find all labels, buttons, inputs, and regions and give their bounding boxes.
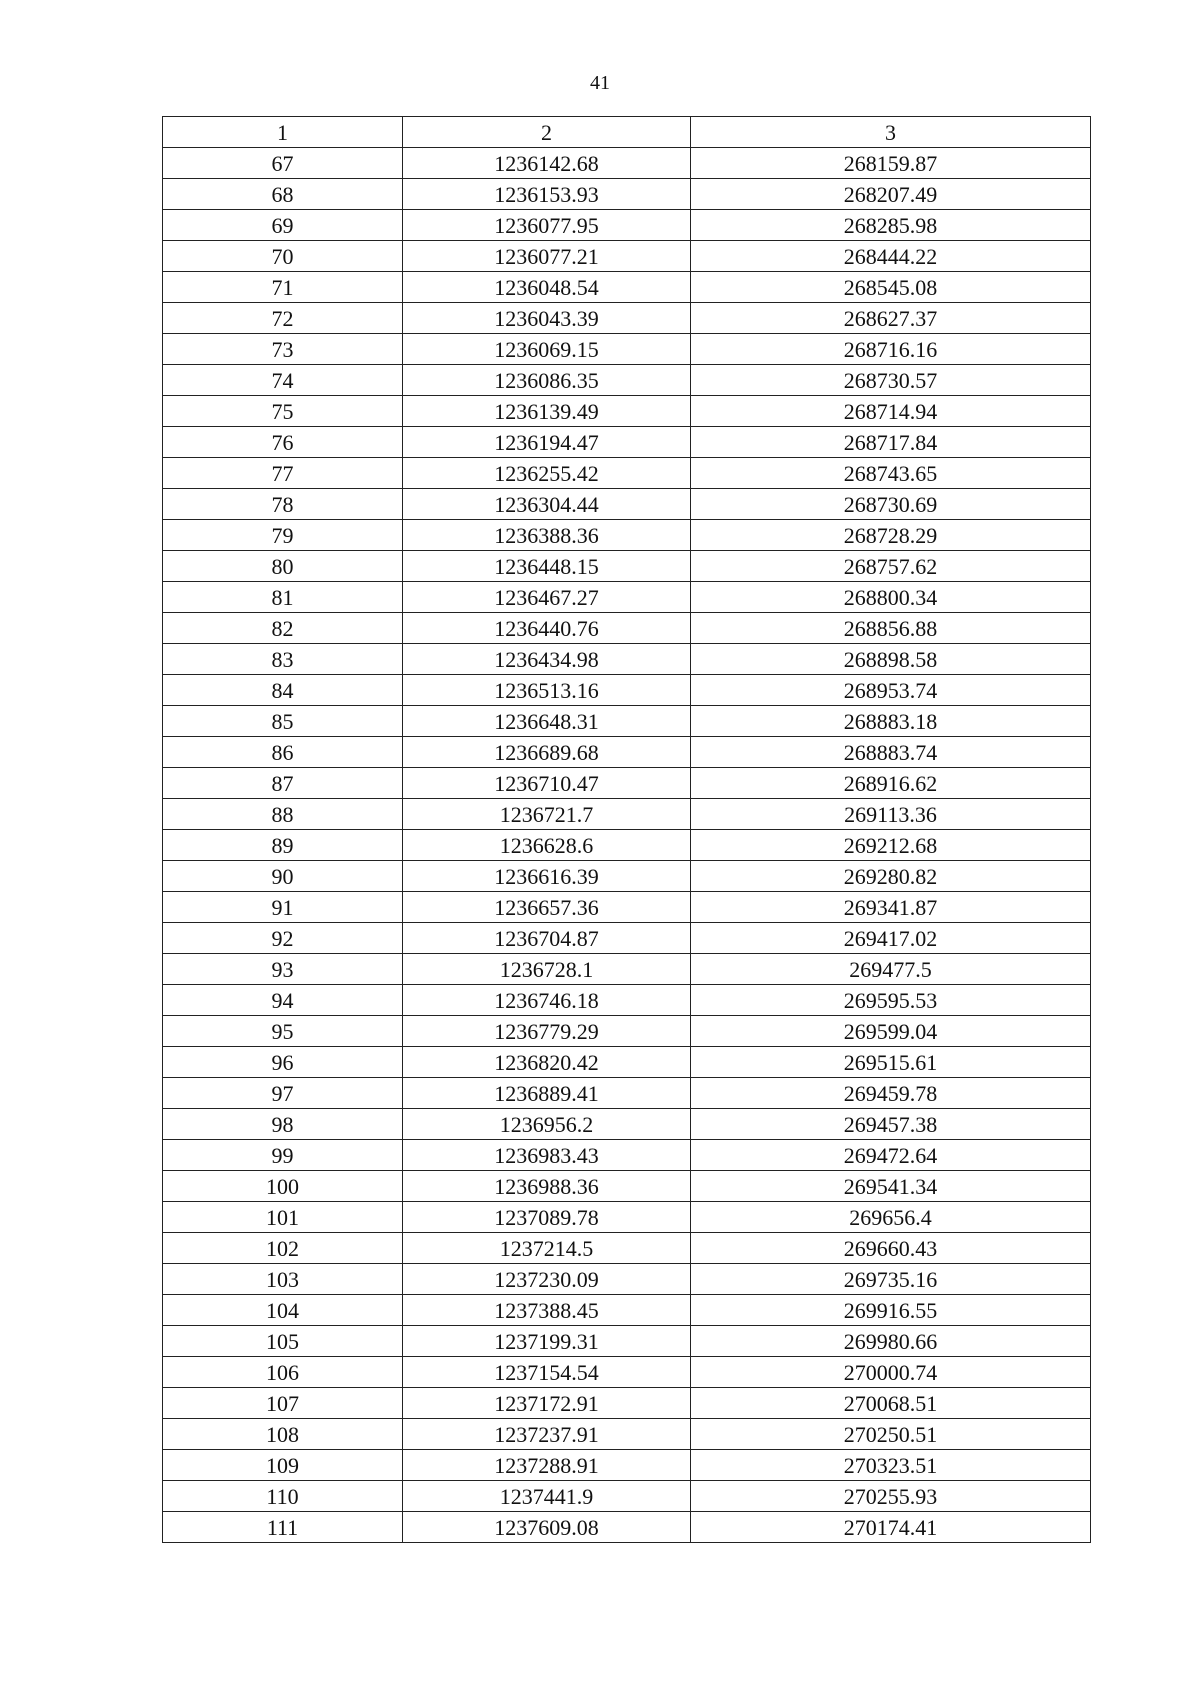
table-row — [163, 148, 1091, 179]
table-row — [163, 799, 1091, 830]
coordinate-x-cell: 1237214.5 — [403, 1233, 691, 1264]
point-number-cell: 103 — [163, 1264, 403, 1295]
coordinate-y-cell: 268743.65 — [691, 458, 1091, 489]
coordinate-y-cell: 268953.74 — [691, 675, 1091, 706]
coordinate-y-cell: 270000.74 — [691, 1357, 1091, 1388]
coordinate-x-cell: 1236728.1 — [403, 954, 691, 985]
coordinate-y-cell: 269280.82 — [691, 861, 1091, 892]
coordinate-y-cell: 268883.18 — [691, 706, 1091, 737]
point-number-cell: 71 — [163, 272, 403, 303]
table-row — [163, 179, 1091, 210]
table-row — [163, 272, 1091, 303]
coordinate-x-cell: 1236077.21 — [403, 241, 691, 272]
point-number-cell: 106 — [163, 1357, 403, 1388]
point-number-cell: 77 — [163, 458, 403, 489]
coordinate-x-cell: 1236616.39 — [403, 861, 691, 892]
coordinate-x-cell: 1237199.31 — [403, 1326, 691, 1357]
coordinate-x-cell: 1236710.47 — [403, 768, 691, 799]
coordinate-x-cell: 1237288.91 — [403, 1450, 691, 1481]
point-number-cell: 111 — [163, 1512, 403, 1543]
table-row — [163, 706, 1091, 737]
coordinate-x-cell: 1236048.54 — [403, 272, 691, 303]
coordinate-y-cell: 269980.66 — [691, 1326, 1091, 1357]
coordinate-y-cell: 269515.61 — [691, 1047, 1091, 1078]
coordinate-y-cell: 268545.08 — [691, 272, 1091, 303]
coordinate-y-cell: 268627.37 — [691, 303, 1091, 334]
table-row — [163, 334, 1091, 365]
table-row — [163, 1140, 1091, 1171]
coordinate-y-cell: 269472.64 — [691, 1140, 1091, 1171]
point-number-cell: 84 — [163, 675, 403, 706]
table-row — [163, 365, 1091, 396]
point-number-cell: 73 — [163, 334, 403, 365]
table-row — [163, 954, 1091, 985]
point-number-cell: 79 — [163, 520, 403, 551]
point-number-cell: 110 — [163, 1481, 403, 1512]
point-number-cell: 75 — [163, 396, 403, 427]
table-row — [163, 1295, 1091, 1326]
coordinate-y-cell: 268898.58 — [691, 644, 1091, 675]
coordinate-y-cell: 269735.16 — [691, 1264, 1091, 1295]
point-number-cell: 95 — [163, 1016, 403, 1047]
table-row — [163, 1016, 1091, 1047]
point-number-cell: 105 — [163, 1326, 403, 1357]
point-number-cell: 101 — [163, 1202, 403, 1233]
table-row — [163, 427, 1091, 458]
coordinate-y-cell: 269595.53 — [691, 985, 1091, 1016]
coordinate-x-cell: 1236388.36 — [403, 520, 691, 551]
coordinate-y-cell: 269541.34 — [691, 1171, 1091, 1202]
coordinate-y-cell: 269341.87 — [691, 892, 1091, 923]
coordinate-y-cell: 269212.68 — [691, 830, 1091, 861]
table-row — [163, 892, 1091, 923]
point-number-cell: 72 — [163, 303, 403, 334]
page-number: 41 — [590, 72, 610, 94]
table-row — [163, 1388, 1091, 1419]
point-number-cell: 94 — [163, 985, 403, 1016]
coordinate-y-cell: 270068.51 — [691, 1388, 1091, 1419]
point-number-cell: 96 — [163, 1047, 403, 1078]
table-row — [163, 1264, 1091, 1295]
table-row — [163, 675, 1091, 706]
table-row — [163, 520, 1091, 551]
coordinate-y-cell: 270174.41 — [691, 1512, 1091, 1543]
table-row — [163, 861, 1091, 892]
coordinate-x-cell: 1237172.91 — [403, 1388, 691, 1419]
point-number-cell: 68 — [163, 179, 403, 210]
coordinate-x-cell: 1236467.27 — [403, 582, 691, 613]
coordinate-y-cell: 268444.22 — [691, 241, 1091, 272]
point-number-cell: 86 — [163, 737, 403, 768]
point-number-cell: 85 — [163, 706, 403, 737]
point-number-cell: 102 — [163, 1233, 403, 1264]
point-number-cell: 90 — [163, 861, 403, 892]
point-number-cell: 88 — [163, 799, 403, 830]
coordinate-y-cell: 269599.04 — [691, 1016, 1091, 1047]
coordinate-x-cell: 1237441.9 — [403, 1481, 691, 1512]
table-row — [163, 396, 1091, 427]
table-row — [163, 644, 1091, 675]
coordinate-y-cell: 268916.62 — [691, 768, 1091, 799]
coordinate-y-cell: 268730.69 — [691, 489, 1091, 520]
point-number-cell: 91 — [163, 892, 403, 923]
table-row — [163, 737, 1091, 768]
table-row — [163, 1171, 1091, 1202]
coordinate-y-cell: 269656.4 — [691, 1202, 1091, 1233]
coordinate-x-cell: 1236657.36 — [403, 892, 691, 923]
coordinate-x-cell: 1237237.91 — [403, 1419, 691, 1450]
coordinate-x-cell: 1236139.49 — [403, 396, 691, 427]
coordinate-x-cell: 1236142.68 — [403, 148, 691, 179]
coordinate-x-cell: 1237388.45 — [403, 1295, 691, 1326]
coordinate-y-cell: 269660.43 — [691, 1233, 1091, 1264]
point-number-cell: 69 — [163, 210, 403, 241]
coordinate-x-cell: 1236194.47 — [403, 427, 691, 458]
table-row — [163, 551, 1091, 582]
coordinate-x-cell: 1236721.7 — [403, 799, 691, 830]
table-row — [163, 768, 1091, 799]
coordinate-x-cell: 1236779.29 — [403, 1016, 691, 1047]
point-number-cell: 97 — [163, 1078, 403, 1109]
point-number-cell: 67 — [163, 148, 403, 179]
table-row — [163, 1078, 1091, 1109]
table-row — [163, 1512, 1091, 1543]
table-row — [163, 830, 1091, 861]
coordinate-x-cell: 1236077.95 — [403, 210, 691, 241]
coordinate-x-cell: 1236513.16 — [403, 675, 691, 706]
table-row — [163, 1326, 1091, 1357]
point-number-cell: 80 — [163, 551, 403, 582]
coordinate-x-cell: 1236689.68 — [403, 737, 691, 768]
point-number-cell: 89 — [163, 830, 403, 861]
coordinate-y-cell: 268728.29 — [691, 520, 1091, 551]
coordinate-x-cell: 1236448.15 — [403, 551, 691, 582]
table-row — [163, 1233, 1091, 1264]
coordinate-x-cell: 1236820.42 — [403, 1047, 691, 1078]
table-header — [163, 117, 1091, 148]
point-number-cell: 108 — [163, 1419, 403, 1450]
coordinate-y-cell: 269477.5 — [691, 954, 1091, 985]
point-number-cell: 92 — [163, 923, 403, 954]
point-number-cell: 98 — [163, 1109, 403, 1140]
table-row — [163, 1481, 1091, 1512]
table-header-row — [163, 117, 1091, 148]
column-header-1: 1 — [163, 117, 403, 148]
table-row — [163, 241, 1091, 272]
point-number-cell: 109 — [163, 1450, 403, 1481]
coordinate-y-cell: 268717.84 — [691, 427, 1091, 458]
coordinate-x-cell: 1237230.09 — [403, 1264, 691, 1295]
coordinate-y-cell: 268757.62 — [691, 551, 1091, 582]
table-row — [163, 489, 1091, 520]
column-header-2: 2 — [403, 117, 691, 148]
coordinate-y-cell: 268159.87 — [691, 148, 1091, 179]
coordinate-y-cell: 269459.78 — [691, 1078, 1091, 1109]
coordinate-x-cell: 1237089.78 — [403, 1202, 691, 1233]
point-number-cell: 100 — [163, 1171, 403, 1202]
table-body — [163, 148, 1091, 1543]
coordinate-x-cell: 1236746.18 — [403, 985, 691, 1016]
point-number-cell: 78 — [163, 489, 403, 520]
point-number-cell: 83 — [163, 644, 403, 675]
coordinate-x-cell: 1236704.87 — [403, 923, 691, 954]
coordinate-x-cell: 1236304.44 — [403, 489, 691, 520]
coordinate-y-cell: 268716.16 — [691, 334, 1091, 365]
coordinate-x-cell: 1236956.2 — [403, 1109, 691, 1140]
table-row — [163, 613, 1091, 644]
point-number-cell: 93 — [163, 954, 403, 985]
coordinate-y-cell: 268856.88 — [691, 613, 1091, 644]
table-row — [163, 1450, 1091, 1481]
point-number-cell: 70 — [163, 241, 403, 272]
table-row — [163, 303, 1091, 334]
coordinate-y-cell: 268883.74 — [691, 737, 1091, 768]
coordinate-x-cell: 1237154.54 — [403, 1357, 691, 1388]
coordinate-y-cell: 268714.94 — [691, 396, 1091, 427]
point-number-cell: 99 — [163, 1140, 403, 1171]
coordinate-y-cell: 269417.02 — [691, 923, 1091, 954]
column-header-3: 3 — [691, 117, 1091, 148]
coordinate-x-cell: 1236983.43 — [403, 1140, 691, 1171]
coordinate-y-cell: 270250.51 — [691, 1419, 1091, 1450]
coordinate-y-cell: 268800.34 — [691, 582, 1091, 613]
point-number-cell: 76 — [163, 427, 403, 458]
coordinate-y-cell: 270323.51 — [691, 1450, 1091, 1481]
point-number-cell: 81 — [163, 582, 403, 613]
table-row — [163, 1357, 1091, 1388]
coordinate-x-cell: 1236255.42 — [403, 458, 691, 489]
coordinate-x-cell: 1236648.31 — [403, 706, 691, 737]
table-row — [163, 1202, 1091, 1233]
coordinate-y-cell: 269916.55 — [691, 1295, 1091, 1326]
point-number-cell: 74 — [163, 365, 403, 396]
coordinate-x-cell: 1236069.15 — [403, 334, 691, 365]
table-row — [163, 923, 1091, 954]
table-row — [163, 1419, 1091, 1450]
coordinate-x-cell: 1236153.93 — [403, 179, 691, 210]
point-number-cell: 87 — [163, 768, 403, 799]
coordinate-y-cell: 269457.38 — [691, 1109, 1091, 1140]
point-number-cell: 82 — [163, 613, 403, 644]
point-number-cell: 107 — [163, 1388, 403, 1419]
coordinate-x-cell: 1236889.41 — [403, 1078, 691, 1109]
table-row — [163, 1109, 1091, 1140]
coordinate-x-cell: 1236988.36 — [403, 1171, 691, 1202]
table-row — [163, 210, 1091, 241]
coordinate-y-cell: 269113.36 — [691, 799, 1091, 830]
coordinate-x-cell: 1236434.98 — [403, 644, 691, 675]
coordinate-x-cell: 1237609.08 — [403, 1512, 691, 1543]
coordinate-x-cell: 1236043.39 — [403, 303, 691, 334]
table-row — [163, 1047, 1091, 1078]
coordinate-y-cell: 270255.93 — [691, 1481, 1091, 1512]
coordinate-x-cell: 1236628.6 — [403, 830, 691, 861]
point-number-cell: 104 — [163, 1295, 403, 1326]
coordinate-x-cell: 1236440.76 — [403, 613, 691, 644]
coordinate-x-cell: 1236086.35 — [403, 365, 691, 396]
coordinate-y-cell: 268285.98 — [691, 210, 1091, 241]
coordinate-y-cell: 268730.57 — [691, 365, 1091, 396]
table-row — [163, 582, 1091, 613]
table-row — [163, 985, 1091, 1016]
coordinate-y-cell: 268207.49 — [691, 179, 1091, 210]
coordinates-table — [162, 116, 1091, 1543]
table-row — [163, 458, 1091, 489]
